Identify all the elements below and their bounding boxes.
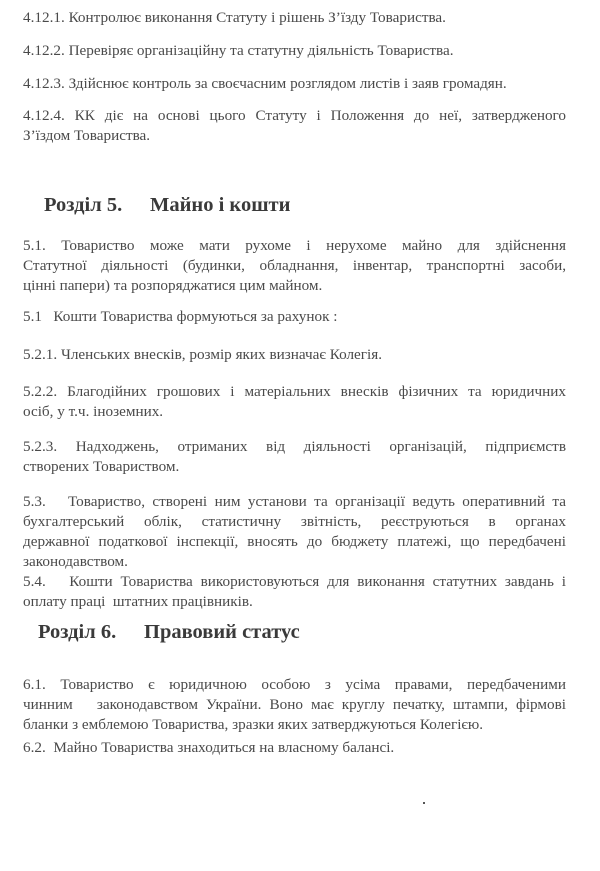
text-line: 5.4. Кошти Товариства використовуються для виконання статутних завдань і [23,573,566,590]
paragraph-5-1 [23,236,566,296]
paragraph-5-1-funds [23,307,566,327]
text-line: осіб, у т.ч. іноземних. [23,403,164,420]
text-line: чинним законодавством України. Воно має круглу печатку, штампи, фірмові [23,696,566,713]
text-line: 5.2.2. Благодійних грошових і матеріальних внесків фізичних та юридичних [23,383,566,400]
text-line: 6.2. Майно Товариства знаходиться на власному балансі. [23,739,395,756]
section-6-number: Розділ 6. [38,621,117,643]
text-line: створених Товариством. [23,458,180,475]
text-line: бланки з емблемою Товариства, зразки яких затверджуються Колегією. [23,716,484,733]
text-line: 4.12.1. Контролює виконання Статуту і рішень З’їзду Товариства. [23,9,446,26]
paragraph-5-3-5-4 [23,492,566,612]
section-5-number: Розділ 5. [44,194,123,216]
text-line: 5.1 Кошти Товариства формуються за рахунок : [23,308,338,325]
text-line: бухгалтерський облік, статистичну звітність, реєструються в органах [23,513,566,530]
text-line: 5.3. Товариство, створені ним установи та організації ведуть оперативний та [23,493,566,510]
text-line: 6.1. Товариство є юридичною особою з усіма правами, передбаченими [23,676,566,693]
text-line: 5.2.1. Членських внесків, розмір яких визначає Колегія. [23,346,383,363]
paragraph-5-2-3 [23,437,566,477]
text-line: 5.2.3. Надходжень, отриманих від діяльності організацій, підприємств [23,438,566,455]
section-5-title: Майно і кошти [150,194,291,216]
text-line: Статутної діяльності (будинки, обладнання, інвентар, транспортні засоби, [23,257,566,274]
text-line: 4.12.2. Перевіряє організаційну та статутну діяльність Товариства. [23,42,454,59]
section-6-heading [38,621,300,644]
paragraph-5-2-1 [23,345,566,365]
paragraph-4-12-4 [23,106,566,146]
paragraph-4-12-2 [23,41,566,61]
text-line: 5.1. Товариство може мати рухоме і нерухоме майно для здійснення [23,237,566,254]
paragraph-6-2 [23,738,566,758]
scan-speck [423,802,425,804]
text-line: 4.12.3. Здійснює контроль за своєчасним розглядом листів і заяв громадян. [23,75,507,92]
section-5-heading [44,194,290,217]
text-line: державної податкової інспекції, вносять до бюджету платежі, що передбачені [23,533,566,550]
text-line: законодавством. [23,553,128,570]
section-6-title: Правовий статус [144,621,300,643]
text-line: цінні папери) та розпоряджатися цим майном. [23,277,323,294]
paragraph-5-2-2 [23,382,566,422]
paragraph-4-12-1 [23,8,566,28]
paragraph-4-12-3 [23,74,566,94]
text-line: З’їздом Товариства. [23,127,151,144]
paragraph-6-1 [23,675,566,735]
text-line: 4.12.4. КК діє на основі цього Статуту і Положення до неї, затвердженого [23,107,566,124]
text-line: оплату праці штатних працівників. [23,593,253,610]
